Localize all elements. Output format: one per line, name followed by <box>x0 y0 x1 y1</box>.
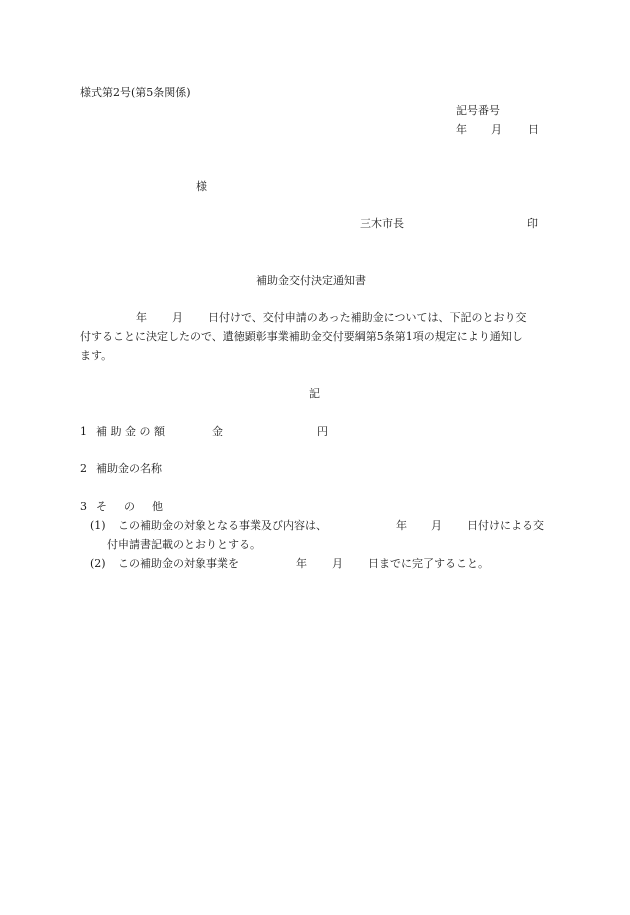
body-line-3: ます。 <box>80 349 113 362</box>
sub-item-2-month: 月 <box>332 557 343 570</box>
date-year-label: 年 <box>456 123 467 136</box>
item-2-label: 補助金の名称 <box>96 462 162 475</box>
date-month-label: 月 <box>491 123 502 136</box>
sub-item-1-marker: (1) <box>90 519 106 532</box>
sub-item-2-marker: (2) <box>90 557 106 570</box>
body-month-label: 月 <box>172 311 183 324</box>
form-label: 様式第2号(第5条関係) <box>80 86 191 99</box>
sub-item-2-year: 年 <box>296 557 307 570</box>
sub-item-1-text-b: 日付けによる交 <box>467 519 544 532</box>
ki-heading: 記 <box>309 387 320 400</box>
issuer-name: 三木市長 <box>360 217 404 230</box>
item-3-label-so: そ <box>96 500 107 513</box>
sub-item-1-text-a: この補助金の対象となる事業及び内容は、 <box>118 519 327 532</box>
body-year-label: 年 <box>136 311 147 324</box>
date-day-label: 日 <box>528 123 539 136</box>
sub-item-2-text-b: 日までに完了すること。 <box>368 557 489 570</box>
recipient-honorific: 様 <box>196 180 207 193</box>
reference-number-label: 記号番号 <box>456 104 500 117</box>
sub-item-2-text-a: この補助金の対象事業を <box>118 557 239 570</box>
sub-item-1-month: 月 <box>431 519 442 532</box>
item-2-number: 2 <box>80 462 87 475</box>
item-1-yen: 円 <box>317 425 328 438</box>
item-1-kin: 金 <box>212 425 223 438</box>
body-line-1: 日付けで、交付申請のあった補助金については、下記のとおり交 <box>208 311 527 324</box>
sub-item-1-year: 年 <box>396 519 407 532</box>
item-3-label-no: の <box>124 500 135 513</box>
body-line-2: 付することに決定したので、遺徳顕彰事業補助金交付要綱第5条第1項の規定により通知し <box>80 330 523 343</box>
issuer-seal: 印 <box>527 217 538 230</box>
item-3-label-ta: 他 <box>152 500 163 513</box>
item-3-number: 3 <box>80 500 87 513</box>
item-1-number: 1 <box>80 425 87 438</box>
document-title: 補助金交付決定通知書 <box>256 274 366 287</box>
sub-item-1-text-c: 付申請書記載のとおりとする。 <box>107 538 261 551</box>
item-1-label: 補 助 金 の 額 <box>96 425 165 438</box>
